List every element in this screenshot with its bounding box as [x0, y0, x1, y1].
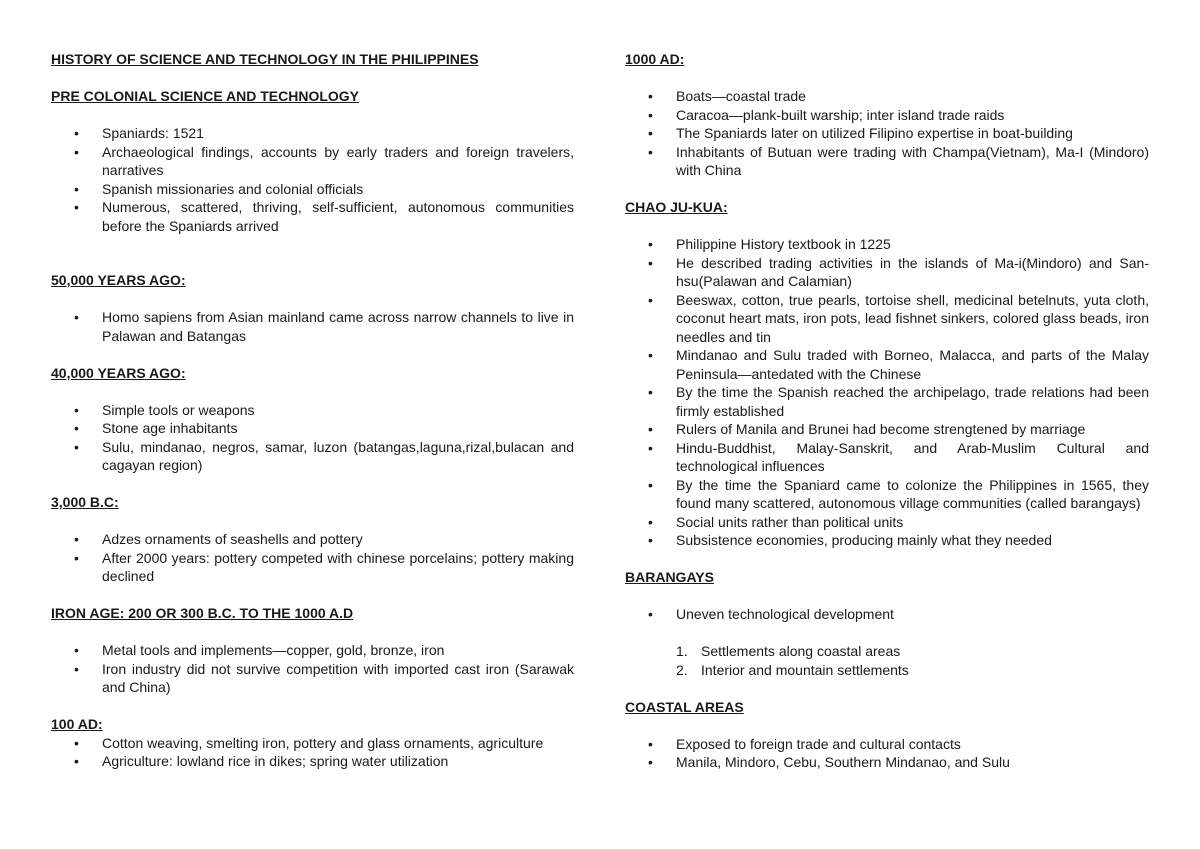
list-item: • Agriculture: lowland rice in dikes; spring water utilization: [51, 752, 574, 771]
list-item: • Mindanao and Sulu traded with Borneo, Malacca, and parts of the Malay Peninsula—antedated with the Chinese: [625, 346, 1149, 383]
barangays-heading: BARANGAYS: [625, 569, 714, 585]
ya40000-list: [51, 401, 574, 475]
list-item: • Homo sapiens from Asian mainland came across narrow channels to live in Palawan and Batangas: [51, 308, 574, 345]
item-text: Interior and mountain settlements: [701, 661, 909, 678]
ad1000-list: [625, 87, 1149, 180]
ad100-list: [51, 734, 574, 771]
right-column: [625, 50, 1149, 772]
list-item: • By the time the Spaniard came to colonize the Philippines in 1565, they found many scattered, autonomous village communities (called barangays): [625, 476, 1149, 513]
list-item: • Numerous, scattered, thriving, self-sufficient, autonomous communities before the Spaniards arrived: [51, 198, 574, 235]
numbered-item: [625, 661, 1149, 680]
list-item: • Archaeological findings, accounts by early traders and foreign travelers, narratives: [51, 143, 574, 180]
bc3000-list: [51, 530, 574, 586]
left-column: [51, 50, 574, 771]
list-item: • Sulu, mindanao, negros, samar, luzon (batangas,laguna,rizal,bulacan and cagayan region): [51, 438, 574, 475]
list-item: • Caracoa—plank-built warship; inter island trade raids: [625, 106, 1149, 125]
item-number: 1.: [676, 643, 688, 659]
list-item: • By the time the Spanish reached the archipelago, trade relations had been firmly established: [625, 383, 1149, 420]
ad100-heading: 100 AD:: [51, 716, 103, 732]
list-item: • Stone age inhabitants: [51, 419, 574, 438]
item-text: Settlements along coastal areas: [701, 643, 901, 659]
document-title: HISTORY OF SCIENCE AND TECHNOLOGY IN THE PHILIPPINES: [51, 51, 479, 67]
barangays-list: [625, 605, 1149, 624]
list-item: • Beeswax, cotton, true pearls, tortoise shell, medicinal betelnuts, yuta cloth, coconut heart mats, iron pots, lead fishnet sinkers, colored glass beads, iron needles and tin: [625, 291, 1149, 347]
numbered-item: [625, 642, 1149, 661]
list-item: • Subsistence economies, producing mainly what they needed: [625, 531, 1149, 550]
list-item: • Philippine History textbook in 1225: [625, 235, 1149, 254]
bc3000-heading: 3,000 B.C:: [51, 494, 119, 510]
list-item: • Hindu-Buddhist, Malay-Sanskrit, and Arab-Muslim Cultural and technological influences: [625, 439, 1149, 476]
list-item: • After 2000 years: pottery competed with chinese porcelains; pottery making declined: [51, 549, 574, 586]
list-item: • Simple tools or weapons: [51, 401, 574, 420]
ironage-heading: IRON AGE: 200 OR 300 B.C. TO THE 1000 A.D: [51, 605, 354, 621]
list-item: • Iron industry did not survive competition with imported cast iron (Sarawak and China): [51, 660, 574, 697]
list-item: • Uneven technological development: [625, 605, 1149, 624]
chaojukua-heading: CHAO JU-KUA:: [625, 199, 728, 215]
coastal-heading: COASTAL AREAS: [625, 698, 744, 715]
list-item: • Spaniards: 1521: [51, 124, 574, 143]
list-item: • Inhabitants of Butuan were trading with Champa(Vietnam), Ma-I (Mindoro) with China: [625, 143, 1149, 180]
precolonial-heading: PRE COLONIAL SCIENCE AND TECHNOLOGY: [51, 88, 360, 104]
list-item: • Adzes ornaments of seashells and pottery: [51, 530, 574, 549]
list-item: • Exposed to foreign trade and cultural contacts: [625, 735, 1149, 754]
list-item: • Rulers of Manila and Brunei had become strengtened by marriage: [625, 420, 1149, 439]
item-number: 2.: [676, 661, 688, 678]
ironage-list: [51, 641, 574, 697]
list-item: • He described trading activities in the islands of Ma-i(Mindoro) and San-hsu(Palawan and Calamian): [625, 254, 1149, 291]
coastal-list: [625, 735, 1149, 772]
ya50000-list: [51, 308, 574, 345]
list-item: • Cotton weaving, smelting iron, pottery and glass ornaments, agriculture: [51, 734, 574, 753]
precolonial-list: [51, 124, 574, 235]
list-item: • The Spaniards later on utilized Filipino expertise in boat-building: [625, 124, 1149, 143]
list-item: • Social units rather than political units: [625, 513, 1149, 532]
list-item: • Metal tools and implements—copper, gold, bronze, iron: [51, 641, 574, 660]
list-item: • Spanish missionaries and colonial officials: [51, 180, 574, 199]
list-item: • Boats—coastal trade: [625, 87, 1149, 106]
list-item: • Manila, Mindoro, Cebu, Southern Mindanao, and Sulu: [625, 753, 1149, 772]
chaojukua-list: [625, 235, 1149, 550]
barangays-numbered-list: [625, 642, 1149, 679]
ya40000-heading: 40,000 YEARS AGO:: [51, 364, 186, 381]
ad1000-heading: 1000 AD:: [625, 51, 685, 67]
ya50000-heading: 50,000 YEARS AGO:: [51, 272, 186, 288]
